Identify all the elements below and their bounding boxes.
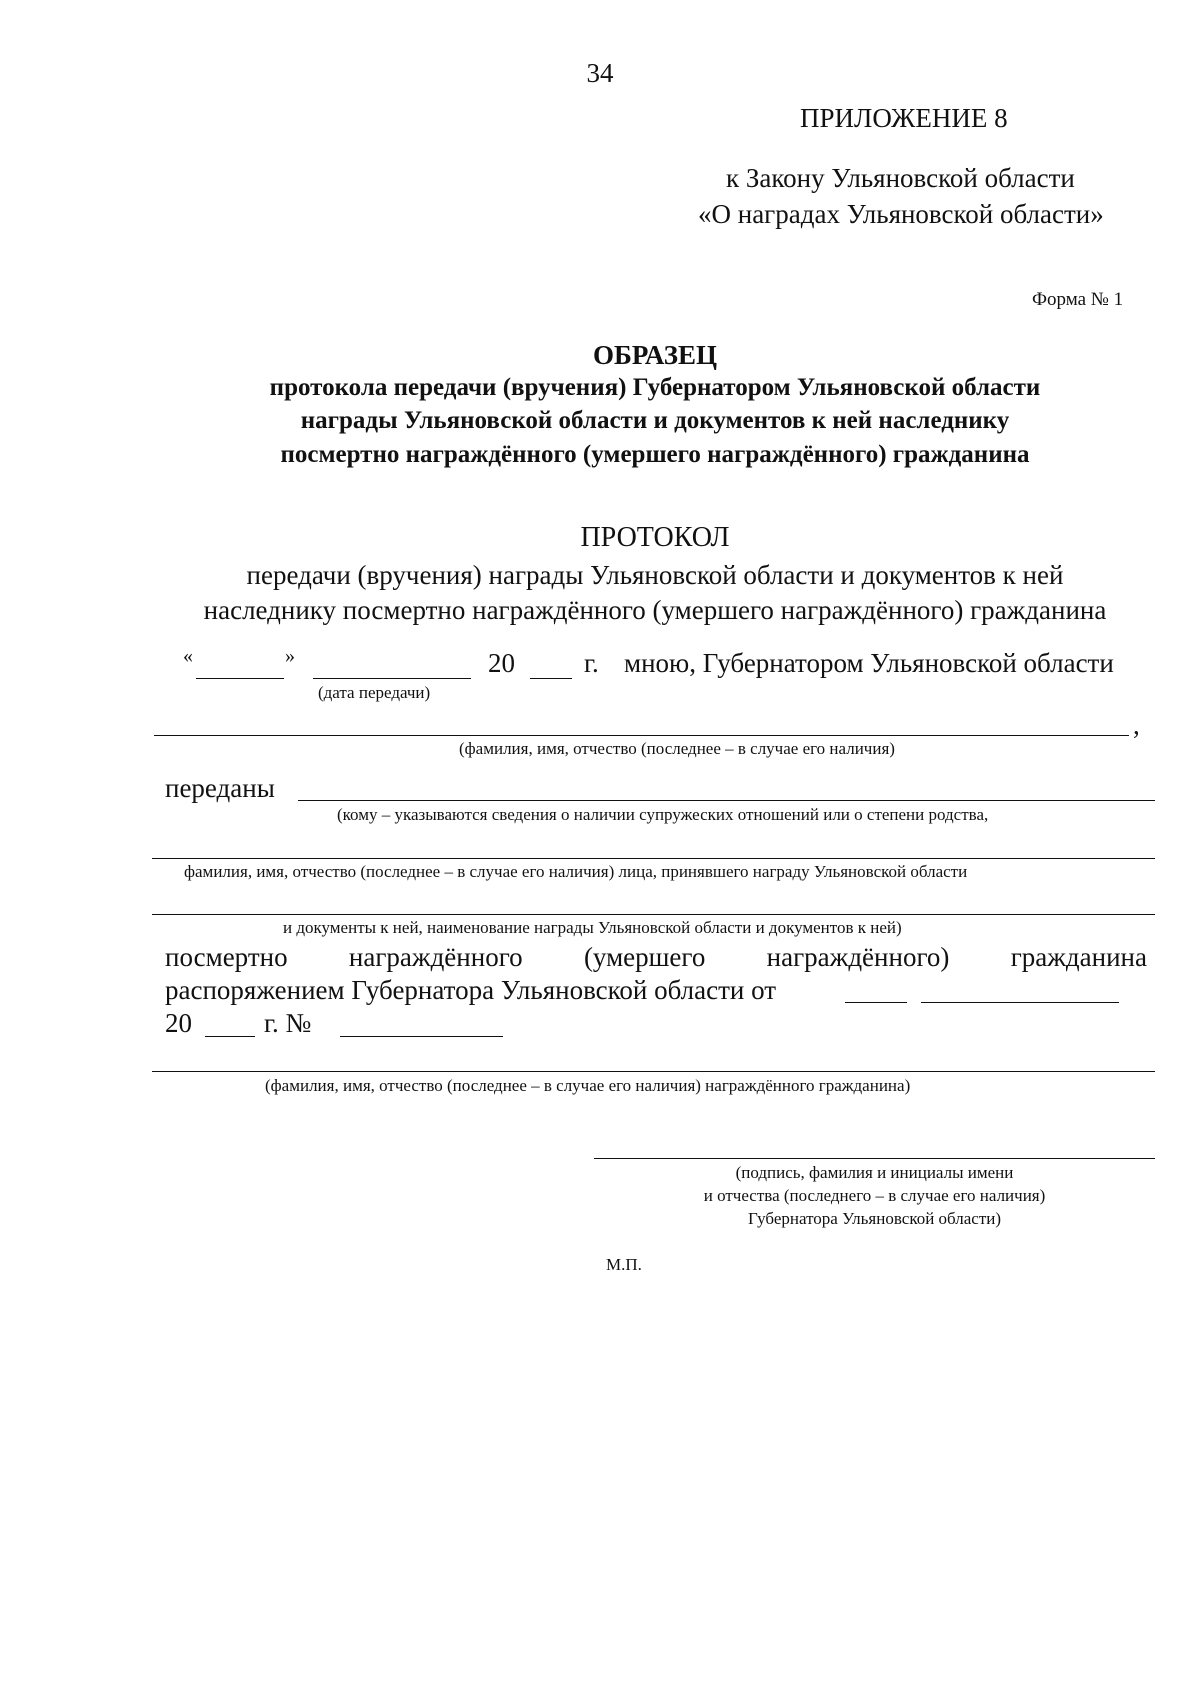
posthumous-word-1: посмертно xyxy=(165,942,288,972)
recipient-blank-1[interactable] xyxy=(298,800,1155,801)
posthumous-word-3: (умершего xyxy=(583,942,706,972)
sample-title: ОБРАЗЕЦ xyxy=(593,340,717,370)
award-blank[interactable] xyxy=(152,914,1155,915)
signature-caption-line2: и отчества (последнего – в случае его наличия) xyxy=(703,1186,1046,1205)
month-blank[interactable] xyxy=(313,678,471,679)
protocol-title: ПРОТОКОЛ xyxy=(580,522,730,553)
decree-month-blank[interactable] xyxy=(921,1002,1119,1003)
kinship-caption: (кому – указываются сведения о наличии супружеских отношений или о степени родства, xyxy=(337,805,989,824)
decree-text: распоряжением Губернатора Ульяновской области от xyxy=(165,975,777,1005)
posthumous-word-5: гражданина xyxy=(1010,942,1147,972)
year2-blank[interactable] xyxy=(205,1036,255,1037)
governor-text: мною, Губернатором Ульяновской области xyxy=(624,648,1114,678)
year2-prefix: 20 xyxy=(165,1008,192,1038)
sample-subtitle-line1: протокола передачи (вручения) Губернатором Ульяновской области xyxy=(269,374,1041,401)
day-blank[interactable] xyxy=(196,678,284,679)
transferred-label: переданы xyxy=(165,773,275,803)
date-caption: (дата передачи) xyxy=(318,683,431,702)
year-blank[interactable] xyxy=(530,678,572,679)
year2-suffix: г. № xyxy=(264,1008,312,1038)
recipient-caption: фамилия, имя, отчество (последнее – в случае его наличия) лица, принявшего награду Ульяновской области xyxy=(184,862,968,881)
protocol-subtitle-line1: передачи (вручения) награды Ульяновской области и документов к ней xyxy=(246,560,1064,590)
stamp-place: М.П. xyxy=(606,1255,642,1274)
sample-subtitle-line2: награды Ульяновской области и документов к ней наследнику xyxy=(300,407,1010,434)
decree-number-blank[interactable] xyxy=(340,1036,503,1037)
decree-day-blank[interactable] xyxy=(845,1002,907,1003)
awardee-caption: (фамилия, имя, отчество (последнее – в случае его наличия) награждённого гражданина) xyxy=(265,1076,911,1095)
protocol-subtitle-line2: наследнику посмертно награждённого (умершего награждённого) гражданина xyxy=(203,595,1107,625)
recipient-blank-2[interactable] xyxy=(152,858,1155,859)
fio-comma: , xyxy=(1133,710,1140,740)
posthumous-word-2: награждённого xyxy=(348,942,523,972)
signature-blank[interactable] xyxy=(594,1158,1155,1159)
fio-caption: (фамилия, имя, отчество (последнее – в случае его наличия) xyxy=(459,739,895,758)
sample-subtitle-line3: посмертно награждённого (умершего награждённого) гражданина xyxy=(280,441,1030,468)
governor-fio-blank[interactable] xyxy=(154,735,1129,736)
signature-caption-line3: Губернатора Ульяновской области) xyxy=(747,1209,1002,1228)
posthumous-word-4: награждённого) xyxy=(766,942,950,972)
year-suffix: г. xyxy=(584,648,599,678)
form-number: Форма № 1 xyxy=(1032,289,1124,310)
date-quote-open: « xyxy=(183,645,193,667)
page-number: 34 xyxy=(586,58,614,88)
appendix-title: ПРИЛОЖЕНИЕ 8 xyxy=(800,103,1008,133)
posthumous-line xyxy=(165,942,1147,973)
appendix-law-line1: к Закону Ульяновской области xyxy=(726,163,1075,193)
year-prefix: 20 xyxy=(488,648,515,678)
signature-caption-line1: (подпись, фамилия и инициалы имени xyxy=(735,1163,1014,1182)
awardee-fio-blank[interactable] xyxy=(152,1071,1155,1072)
award-caption: и документы к ней, наименование награды Ульяновской области и документов к ней) xyxy=(283,918,902,937)
date-quote-close: » xyxy=(285,645,295,667)
appendix-law-line2: «О наградах Ульяновской области» xyxy=(698,199,1104,229)
